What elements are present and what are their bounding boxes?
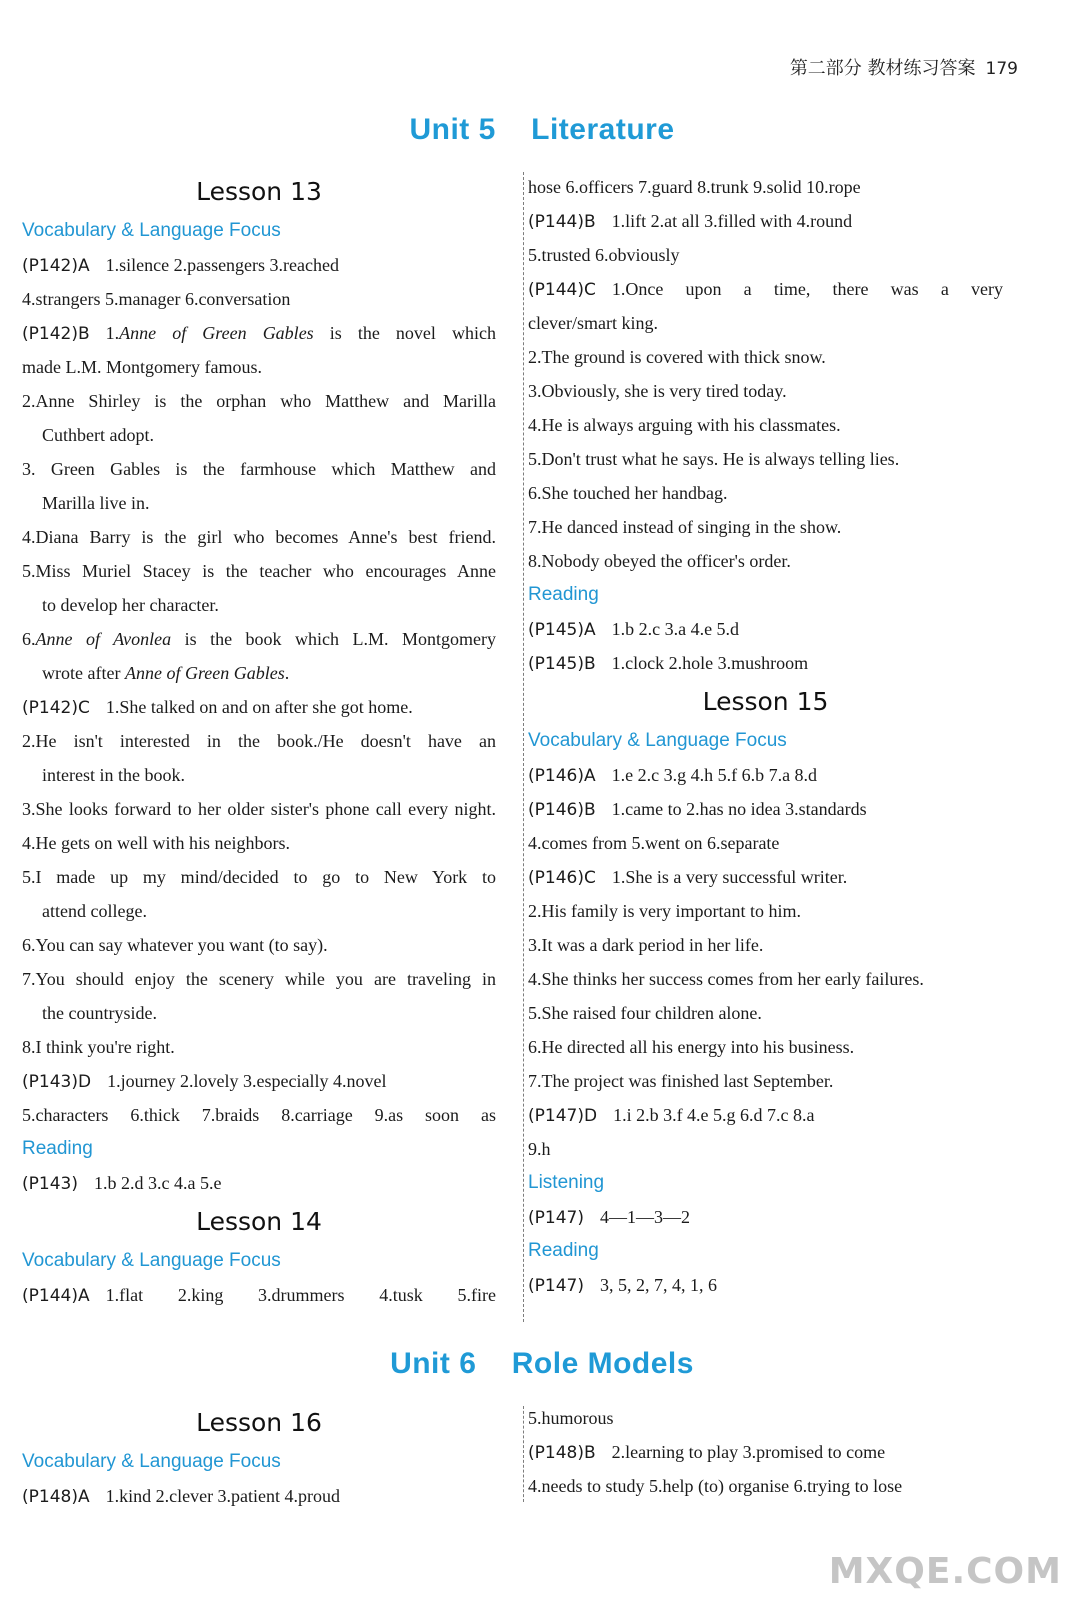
answer-line: [22, 1064, 496, 1098]
answer-text: 2.Anne Shirley is the orphan who Matthew and Marilla: [22, 391, 496, 411]
answer-text: 5.I made up my mind/decided to go to New York to: [22, 867, 496, 887]
answer-text: 7.The project was finished last September.: [528, 1071, 834, 1091]
answer-text: made L.M. Montgomery famous.: [22, 357, 262, 377]
answer-text: 2.The ground is covered with thick snow.: [528, 347, 826, 367]
answer-text: 2.His family is very important to him.: [528, 901, 801, 921]
answer-line: [22, 962, 496, 996]
answer-text: attend college.: [42, 901, 147, 921]
answer-text: 6.She touched her handbag.: [528, 483, 728, 503]
answer-line: [528, 860, 1003, 894]
exercise-code: (P146)C: [528, 868, 596, 888]
answer-line: [528, 1401, 1003, 1435]
answer-line: [22, 758, 496, 792]
answer-text: Marilla live in.: [42, 493, 150, 513]
exercise-code: (P144)C: [528, 280, 596, 300]
answer-text: 9.h: [528, 1139, 551, 1159]
answer-text: Cuthbert adopt.: [42, 425, 154, 445]
answer-text: 3. Green Gables is the farmhouse which Matthew and: [22, 459, 496, 479]
answer-line: [528, 204, 1003, 238]
answer-text: 6.He directed all his energy into his business.: [528, 1037, 855, 1057]
answer-line: [22, 554, 496, 588]
exercise-code: (P143): [22, 1174, 78, 1194]
unit-5-right-column: [528, 170, 1003, 1302]
answer-line: [528, 1469, 1003, 1503]
answer-text: 1.clock 2.hole 3.mushroom: [611, 653, 809, 673]
answer-text: 3, 5, 2, 7, 4, 1, 6: [599, 1275, 717, 1295]
answer-line: [22, 622, 496, 656]
answer-text: interest in the book.: [42, 765, 185, 785]
answer-line: [528, 1435, 1003, 1469]
answer-text: 1.She talked on and on after she got home.: [105, 697, 413, 717]
answer-text: 2.learning to play 3.promised to come: [611, 1442, 886, 1462]
answer-line: [528, 238, 1003, 272]
watermark: MXQE.COM: [828, 1551, 1062, 1592]
answer-line: [22, 724, 496, 758]
answer-text: 1.b 2.c 3.a 4.e 5.d: [611, 619, 740, 639]
answer-line: [22, 996, 496, 1030]
unit-5-left-column: [22, 170, 496, 1312]
answer-text: 6.Anne of Avonlea is the book which L.M. Montgomery: [22, 629, 496, 649]
answer-line: [528, 272, 1003, 306]
answer-line: [22, 1030, 496, 1064]
answer-text: 1.lift 2.at all 3.filled with 4.round: [611, 211, 853, 231]
answer-text: 1.came to 2.has no idea 3.standards: [611, 799, 867, 819]
answer-line: [22, 1098, 496, 1132]
answer-line: [528, 962, 1003, 996]
answer-line: [528, 894, 1003, 928]
answer-line: [528, 1132, 1003, 1166]
section-heading: Vocabulary & Language Focus: [22, 1451, 281, 1472]
exercise-code: (P147): [528, 1276, 584, 1296]
answer-line: [528, 306, 1003, 340]
header-text: 第二部分 教材练习答案: [789, 58, 976, 79]
answer-line: [22, 1278, 496, 1312]
answer-line: [22, 588, 496, 622]
answer-text: 7.You should enjoy the scenery while you are traveling in: [22, 969, 496, 989]
exercise-code: (P144)A: [22, 1286, 90, 1306]
column-divider: [523, 172, 524, 1322]
answer-line: [528, 544, 1003, 578]
exercise-code: (P148)B: [528, 1443, 596, 1463]
answer-text: 1.flat 2.king 3.drummers 4.tusk 5.fire: [105, 1285, 496, 1305]
answer-line: [528, 1268, 1003, 1302]
exercise-code: (P142)A: [22, 256, 90, 276]
answer-text: 1.silence 2.passengers 3.reached: [105, 255, 339, 275]
answer-line: [528, 1098, 1003, 1132]
section-heading: Vocabulary & Language Focus: [22, 220, 281, 241]
lesson-heading: Lesson 16: [196, 1408, 322, 1437]
answer-text: 3.She looks forward to her older sister's phone call every night.: [22, 799, 496, 819]
lesson-heading: Lesson 15: [702, 687, 829, 716]
answer-line: [22, 690, 496, 724]
answer-line: [528, 1200, 1003, 1234]
answer-text: to develop her character.: [42, 595, 219, 615]
answer-text: 7.He danced instead of singing in the show.: [528, 517, 842, 537]
answer-line: [22, 826, 496, 860]
answer-text: 4.He gets on well with his neighbors.: [22, 833, 290, 853]
answer-line: [528, 612, 1003, 646]
answer-line: [528, 442, 1003, 476]
exercise-code: (P144)B: [528, 212, 596, 232]
answer-text: 3.It was a dark period in her life.: [528, 935, 764, 955]
answer-text: 4.needs to study 5.help (to) organise 6.trying to lose: [528, 1476, 903, 1496]
lesson-heading: Lesson 13: [196, 177, 322, 206]
lesson-heading: Lesson 14: [196, 1207, 322, 1236]
answer-text: 2.He isn't interested in the book./He doesn't have an: [22, 731, 496, 751]
answer-text: clever/smart king.: [528, 313, 658, 333]
answer-line: [22, 248, 496, 282]
answer-line: [528, 476, 1003, 510]
answer-line: [22, 1166, 496, 1200]
answer-text: 5.trusted 6.obviously: [528, 245, 680, 265]
exercise-code: (P148)A: [22, 1487, 90, 1507]
answer-text: 8.Nobody obeyed the officer's order.: [528, 551, 791, 571]
exercise-code: (P142)C: [22, 698, 90, 718]
answer-line: [22, 452, 496, 486]
answer-line: [22, 860, 496, 894]
section-heading: Vocabulary & Language Focus: [22, 1250, 281, 1271]
answer-line: [22, 928, 496, 962]
answer-line: [528, 826, 1003, 860]
answer-line: [528, 340, 1003, 374]
page-number: 179: [985, 59, 1018, 79]
answer-line: [528, 996, 1003, 1030]
page-header: [790, 54, 1018, 80]
exercise-code: (P146)A: [528, 766, 596, 786]
answer-text: 4—1—3—2: [599, 1207, 690, 1227]
section-heading: Vocabulary & Language Focus: [528, 730, 787, 751]
section-heading: Reading: [528, 1240, 599, 1261]
answer-text: 1.Anne of Green Gables is the novel which: [105, 323, 496, 343]
answer-line: [22, 384, 496, 418]
answer-text: 1.kind 2.clever 3.patient 4.proud: [105, 1486, 341, 1506]
answer-line: [528, 374, 1003, 408]
answer-text: 5.characters 6.thick 7.braids 8.carriage 9.as soon as: [22, 1105, 496, 1125]
unit-5-title: Unit 5 Literature: [409, 113, 675, 146]
answer-text: 4.Diana Barry is the girl who becomes Anne's best friend.: [22, 527, 496, 547]
answer-text: wrote after Anne of Green Gables.: [42, 663, 290, 683]
answer-line: [22, 520, 496, 554]
answer-text: 5.Don't trust what he says. He is always telling lies.: [528, 449, 900, 469]
section-heading: Reading: [528, 584, 599, 605]
answer-text: 1.e 2.c 3.g 4.h 5.f 6.b 7.a 8.d: [611, 765, 818, 785]
answer-text: 1.i 2.b 3.f 4.e 5.g 6.d 7.c 8.a: [613, 1105, 815, 1125]
answer-line: [528, 408, 1003, 442]
exercise-code: (P143)D: [22, 1072, 92, 1092]
answer-line: [528, 758, 1003, 792]
answer-text: 4.comes from 5.went on 6.separate: [528, 833, 780, 853]
answer-text: 4.strangers 5.manager 6.conversation: [22, 289, 291, 309]
answer-text: 4.She thinks her success comes from her early failures.: [528, 969, 924, 989]
exercise-code: (P147): [528, 1208, 584, 1228]
answer-line: [528, 646, 1003, 680]
answer-text: 5.Miss Muriel Stacey is the teacher who encourages Anne: [22, 561, 496, 581]
answer-line: [528, 928, 1003, 962]
answer-text: 4.He is always arguing with his classmates.: [528, 415, 841, 435]
answer-text: 5.She raised four children alone.: [528, 1003, 762, 1023]
exercise-code: (P147)D: [528, 1106, 598, 1126]
answer-text: 6.You can say whatever you want (to say).: [22, 935, 328, 955]
answer-line: [528, 792, 1003, 826]
answer-line: [22, 282, 496, 316]
exercise-code: (P142)B: [22, 324, 90, 344]
unit-6-left-column: [22, 1401, 496, 1513]
answer-text: the countryside.: [42, 1003, 157, 1023]
exercise-code: (P145)A: [528, 620, 596, 640]
answer-line: [528, 510, 1003, 544]
section-heading: Reading: [22, 1138, 93, 1159]
answer-line: [528, 170, 1003, 204]
answer-text: 1.journey 2.lovely 3.especially 4.novel: [107, 1071, 387, 1091]
answer-text: 3.Obviously, she is very tired today.: [528, 381, 787, 401]
section-heading: Listening: [528, 1172, 605, 1193]
exercise-code: (P145)B: [528, 654, 596, 674]
column-divider: [523, 1406, 524, 1502]
answer-line: [22, 418, 496, 452]
exercise-code: (P146)B: [528, 800, 596, 820]
unit-6-title: Unit 6 Role Models: [390, 1347, 694, 1380]
answer-text: 1.Once upon a time, there was a very: [611, 279, 1003, 299]
answer-line: [528, 1030, 1003, 1064]
answer-line: [22, 792, 496, 826]
answer-line: [22, 894, 496, 928]
answer-text: 8.I think you're right.: [22, 1037, 175, 1057]
answer-line: [22, 656, 496, 690]
answer-line: [22, 1479, 496, 1513]
unit-6-right-column: [528, 1401, 1003, 1503]
answer-text: 1.She is a very successful writer.: [611, 867, 848, 887]
answer-text: hose 6.officers 7.guard 8.trunk 9.solid 10.rope: [528, 177, 861, 197]
answer-line: [22, 350, 496, 384]
answer-line: [22, 486, 496, 520]
answer-text: 5.humorous: [528, 1408, 614, 1428]
answer-text: 1.b 2.d 3.c 4.a 5.e: [93, 1173, 222, 1193]
answer-line: [22, 316, 496, 350]
answer-line: [528, 1064, 1003, 1098]
